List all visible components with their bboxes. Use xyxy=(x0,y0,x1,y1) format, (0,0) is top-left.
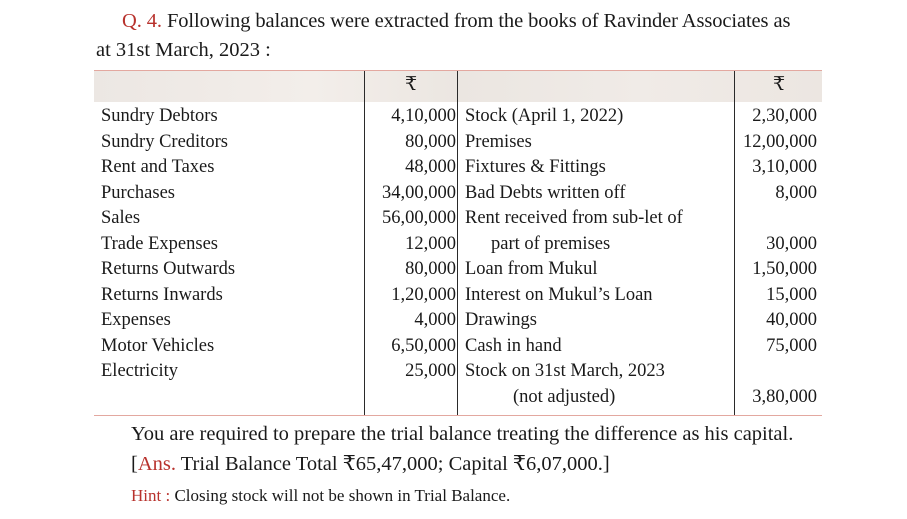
question-text: Following balances were extracted from the books of Ravinder Associates as xyxy=(161,10,791,32)
rupee-header-left: ₹ xyxy=(404,74,418,95)
right-amount: 40,000 xyxy=(766,310,817,330)
table-row xyxy=(94,234,822,260)
table-row xyxy=(94,132,822,158)
right-amount: 15,000 xyxy=(766,284,817,305)
right-account: Stock (April 1, 2022) xyxy=(465,106,624,126)
left-amount: 80,000 xyxy=(405,259,456,279)
right-account: Loan from Mukul xyxy=(465,259,598,279)
right-amount: 3,10,000 xyxy=(752,157,817,177)
table-row xyxy=(94,183,822,209)
question-number: Q. 4. xyxy=(122,10,162,32)
hint-text: Closing stock will not be shown in Trial Balance. xyxy=(170,486,511,505)
right-amount: 75,000 xyxy=(766,335,817,356)
right-account: Fixtures & Fittings xyxy=(465,157,606,177)
rupee-header-right: ₹ xyxy=(772,74,786,95)
table-row xyxy=(94,208,822,234)
left-amount: 25,000 xyxy=(405,361,456,381)
left-account: Motor Vehicles xyxy=(101,335,215,356)
table-row xyxy=(94,106,822,132)
right-amount: 12,00,000 xyxy=(743,131,817,152)
right-account: (not adjusted) xyxy=(513,386,616,407)
left-account: Sundry Debtors xyxy=(101,106,218,126)
answer-line xyxy=(131,451,610,476)
answer-label: Ans. xyxy=(137,453,176,475)
right-amount: 30,000 xyxy=(766,233,817,254)
answer-bracket: [ xyxy=(131,453,138,475)
answer-text: Trial Balance Total ₹65,47,000; Capital ₹6,07,000.] xyxy=(176,453,610,475)
left-account: Trade Expenses xyxy=(101,233,218,254)
right-account: part of premises xyxy=(491,233,611,254)
right-account: Cash in hand xyxy=(465,335,562,356)
left-account: Returns Outwards xyxy=(101,259,236,279)
right-account: Interest on Mukul’s Loan xyxy=(465,284,653,305)
left-amount: 4,000 xyxy=(414,310,456,330)
right-account: Rent received from sub-let of xyxy=(465,208,683,228)
table-row xyxy=(94,336,822,362)
left-amount: 56,00,000 xyxy=(382,208,456,228)
table-row xyxy=(94,157,822,183)
left-account: Rent and Taxes xyxy=(101,157,215,177)
question-line-2: at 31st March, 2023 : xyxy=(96,39,271,61)
table-row xyxy=(94,361,822,387)
table-row xyxy=(94,387,822,413)
left-account: Sundry Creditors xyxy=(101,131,228,152)
right-account: Bad Debts written off xyxy=(465,182,626,203)
right-account: Premises xyxy=(465,131,532,152)
left-amount: 48,000 xyxy=(405,157,456,177)
right-amount: 2,30,000 xyxy=(752,106,817,126)
left-amount: 80,000 xyxy=(405,131,456,152)
left-account: Electricity xyxy=(101,361,179,381)
right-account: Drawings xyxy=(465,310,537,330)
left-amount: 4,10,000 xyxy=(391,106,456,126)
instruction-text: You are required to prepare the trial balance treating the difference as his capital. xyxy=(131,423,794,445)
right-account: Stock on 31st March, 2023 xyxy=(465,361,665,381)
left-amount: 1,20,000 xyxy=(391,284,456,305)
table-row xyxy=(94,310,822,336)
question-line-1 xyxy=(122,10,790,33)
left-amount: 6,50,000 xyxy=(391,335,456,356)
hint-line xyxy=(131,486,510,506)
right-amount: 1,50,000 xyxy=(752,259,817,279)
table-row xyxy=(94,285,822,311)
left-account: Expenses xyxy=(101,310,171,330)
balances-table xyxy=(94,70,822,416)
right-amount: 3,80,000 xyxy=(752,386,817,407)
left-amount: 12,000 xyxy=(405,233,456,254)
hint-label: Hint : xyxy=(131,486,171,505)
left-amount: 34,00,000 xyxy=(382,182,456,203)
right-amount: 8,000 xyxy=(775,182,817,203)
left-account: Sales xyxy=(101,208,141,228)
left-account: Purchases xyxy=(101,182,175,203)
table-row xyxy=(94,259,822,285)
left-account: Returns Inwards xyxy=(101,284,223,305)
